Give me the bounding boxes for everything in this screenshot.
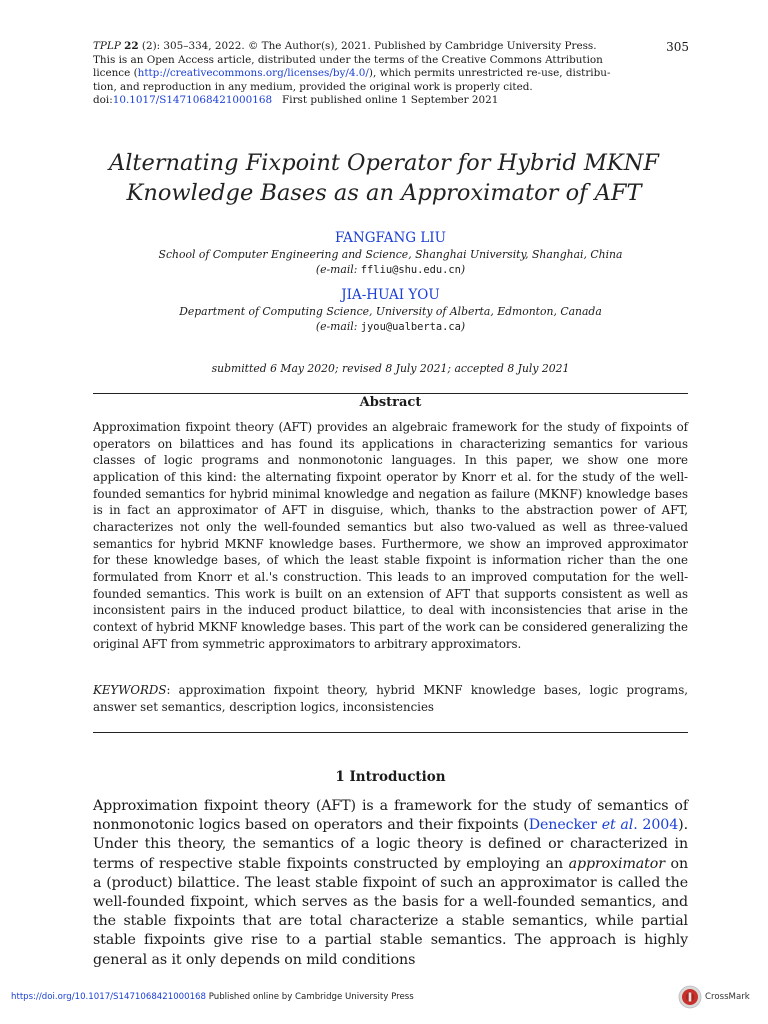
author-email[interactable]: ffliu@shu.edu.cn	[360, 264, 461, 276]
email-close: )	[460, 320, 466, 333]
footer-doi-link[interactable]: https://doi.org/10.1017/S1471068421000168	[11, 992, 206, 1002]
cite-etal: et al	[601, 817, 634, 834]
author-email[interactable]: jyou@ualberta.ca	[360, 321, 461, 333]
section-heading: 1 Introduction	[335, 769, 446, 785]
author-email-line	[93, 319, 688, 335]
keywords	[93, 682, 688, 715]
license-line-1: This is an Open Access article, distributed under the terms of the Creative Commons Attribution	[93, 53, 603, 66]
abstract-heading: Abstract	[359, 395, 422, 410]
email-label: (e-mail:	[315, 263, 361, 276]
journal-header	[93, 40, 653, 108]
license-pre-link: licence (	[93, 67, 138, 80]
submission-dates: submitted 6 May 2020; revised 8 July 2021; accepted 8 July 2021	[211, 362, 570, 375]
citation-link[interactable]	[529, 817, 678, 833]
crossmark-badge[interactable]	[678, 985, 750, 1009]
intro-emphasis: approximator	[568, 855, 665, 872]
paper-title	[80, 148, 688, 208]
abstract-bottom-rule	[93, 732, 688, 733]
doi-link[interactable]: 10.1017/S1471068421000168	[112, 94, 273, 107]
author-affiliation: Department of Computing Science, University of Alberta, Edmonton, Canada	[179, 305, 602, 318]
abstract-top-rule	[93, 393, 688, 394]
author-block-2	[93, 287, 688, 335]
license-line-3: tion, and reproduction in any medium, provided the original work is properly cited.	[93, 80, 533, 93]
author-block-1	[93, 230, 688, 278]
author-name[interactable]: FANGFANG LIU	[334, 230, 447, 246]
intro-text-part: Approximation fixpoint theory (AFT) is a framework for the study of semantics of nonmonotonic logics based on operators and their fixpoints (	[93, 798, 688, 834]
keywords-label: KEYWORDS	[93, 683, 167, 697]
citation-line	[93, 40, 653, 54]
author-affiliation: School of Computer Engineering and Science, Shanghai University, Shanghai, China	[158, 248, 623, 261]
keywords-text: : approximation fixpoint theory, hybrid MKNF knowledge bases, logic programs, answer set semantics, description logics, inconsistencies	[93, 683, 688, 714]
cite-year: . 2004	[633, 817, 679, 834]
email-label: (e-mail:	[315, 320, 361, 333]
license-line-2	[93, 67, 653, 81]
introduction-text	[93, 797, 688, 970]
cite-author: Denecker	[528, 817, 602, 834]
author-name[interactable]: JIA-HUAI YOU	[341, 287, 440, 303]
page-footer	[11, 992, 414, 1002]
license-post-link: ), which permits unrestricted re-use, distribu-	[368, 67, 611, 80]
page-number: 305	[666, 40, 689, 54]
citation-rest: (2): 305–334, 2022. © The Author(s), 2021. Published by Cambridge University Press.	[138, 40, 597, 52]
abstract-text: Approximation fixpoint theory (AFT) provides an algebraic framework for the study of fixpoints of operators on bilattices and has found its applications in characterizing semantics for various classes of logic programs and nonmonotonic languages. In this paper, we show one more application of this kind: the alternating fixpoint operator by Knorr et al. for the study of the well-founded semantics for hybrid minimal knowledge and negation as failure (MKNF) knowledge bases is in fact an approximator of AFT in disguise, which, thanks to the abstraction power of AFT, characterizes not only the well-founded semantics but also two-valued as well as three-valued semantics for hybrid MKNF knowledge bases. Furthermore, we show an improved approximator for these knowledge bases, of which the least stable fixpoint is information richer than the one formulated from Knorr et al.'s construction. This leads to an improved computation for the well-founded semantics. This work is built on an extension of AFT that supports consistent as well as inconsistent pairs in the induced product bilattice, to deal with inconsistencies that arise in the context of hybrid MKNF knowledge bases. This part of the work can be considered generalizing the original AFT from symmetric approximators to arbitrary approximators.	[93, 420, 688, 651]
journal-volume: 22	[124, 40, 139, 52]
license-link[interactable]: http://creativecommons.org/licenses/by/4.0/	[137, 67, 369, 80]
intro-text-part: on a (product) bilattice. The least stable fixpoint of such an approximator is called the well-founded fixpoint, which serves as the basis for a well-founded semantics, and the stable fixpoints that are total characterize a stable semantics, while partial stable fixpoints give rise to a partial stable semantics. The approach is highly general as it only depends on mild conditions	[93, 855, 688, 968]
crossmark-label: CrossMark	[705, 992, 750, 1002]
journal-abbrev: TPLP	[93, 40, 121, 52]
doi-prefix: doi:	[93, 94, 113, 107]
title-line-1: Alternating Fixpoint Operator for Hybrid MKNF	[108, 150, 660, 176]
email-close: )	[460, 263, 466, 276]
title-line-2: Knowledge Bases as an Approximator of AFT	[126, 180, 642, 206]
doi-line	[93, 94, 653, 108]
footer-published: Published online by Cambridge University Press	[206, 992, 414, 1002]
first-published: First published online 1 September 2021	[282, 94, 499, 107]
crossmark-icon	[678, 985, 702, 1009]
author-email-line	[93, 262, 688, 278]
intro-text-part: ). Under this theory, the semantics of a logic theory is defined or characterized in terms of respective stable fixpoints constructed by employing an	[93, 817, 688, 872]
